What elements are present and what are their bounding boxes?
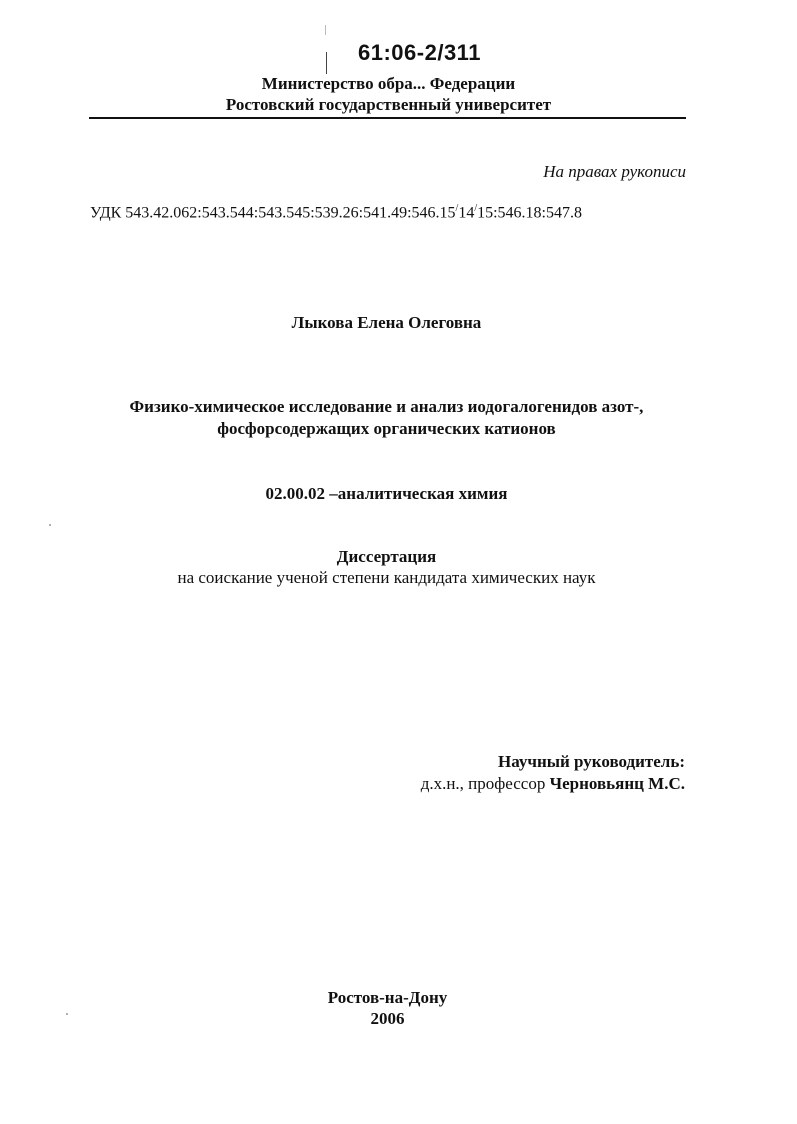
udc-tail: 15:546.18:547.8 <box>477 204 582 222</box>
supervisor-surname: Черновьянц М.С. <box>549 774 685 793</box>
thesis-title-line-1: Физико-химическое исследование и анализ иодогалогенидов азот-, <box>129 397 644 416</box>
scan-speck <box>66 1013 68 1015</box>
university-line: Ростовский государственный университет <box>225 95 552 114</box>
ministry-line: Министерство обра... Федерации <box>261 74 516 93</box>
scan-speck <box>49 524 51 526</box>
udc-sup-1: / <box>455 203 459 214</box>
supervisor-label: Научный руководитель: <box>498 752 685 771</box>
scan-mark <box>326 52 327 74</box>
specialty: 02.00.02 –аналитическая химия <box>265 484 508 503</box>
author-name: Лыкова Елена Олеговна <box>291 313 482 332</box>
thesis-title-line-2: фосфорсодержащих органических катионов <box>217 419 556 438</box>
dissertation-heading: Диссертация <box>336 547 437 566</box>
manuscript-rights: На правах рукописи <box>543 162 686 181</box>
supervisor-title: д.х.н., профессор <box>420 774 550 793</box>
supervisor-name <box>421 774 685 794</box>
udc-sup-2: / <box>474 203 478 214</box>
year: 2006 <box>370 1009 405 1028</box>
scan-mark-top <box>325 25 326 35</box>
udc-middle: 14 <box>458 204 475 222</box>
archive-stamp: 61:06-2/311 <box>358 40 481 65</box>
header-divider <box>89 117 686 119</box>
udc-code <box>90 203 582 222</box>
udc-main: УДК 543.42.062:543.544:543.545:539.26:541.49:546.15 <box>90 204 456 222</box>
dissertation-subheading: на соискание ученой степени кандидата химических наук <box>177 568 596 587</box>
city: Ростов-на-Дону <box>327 988 448 1007</box>
